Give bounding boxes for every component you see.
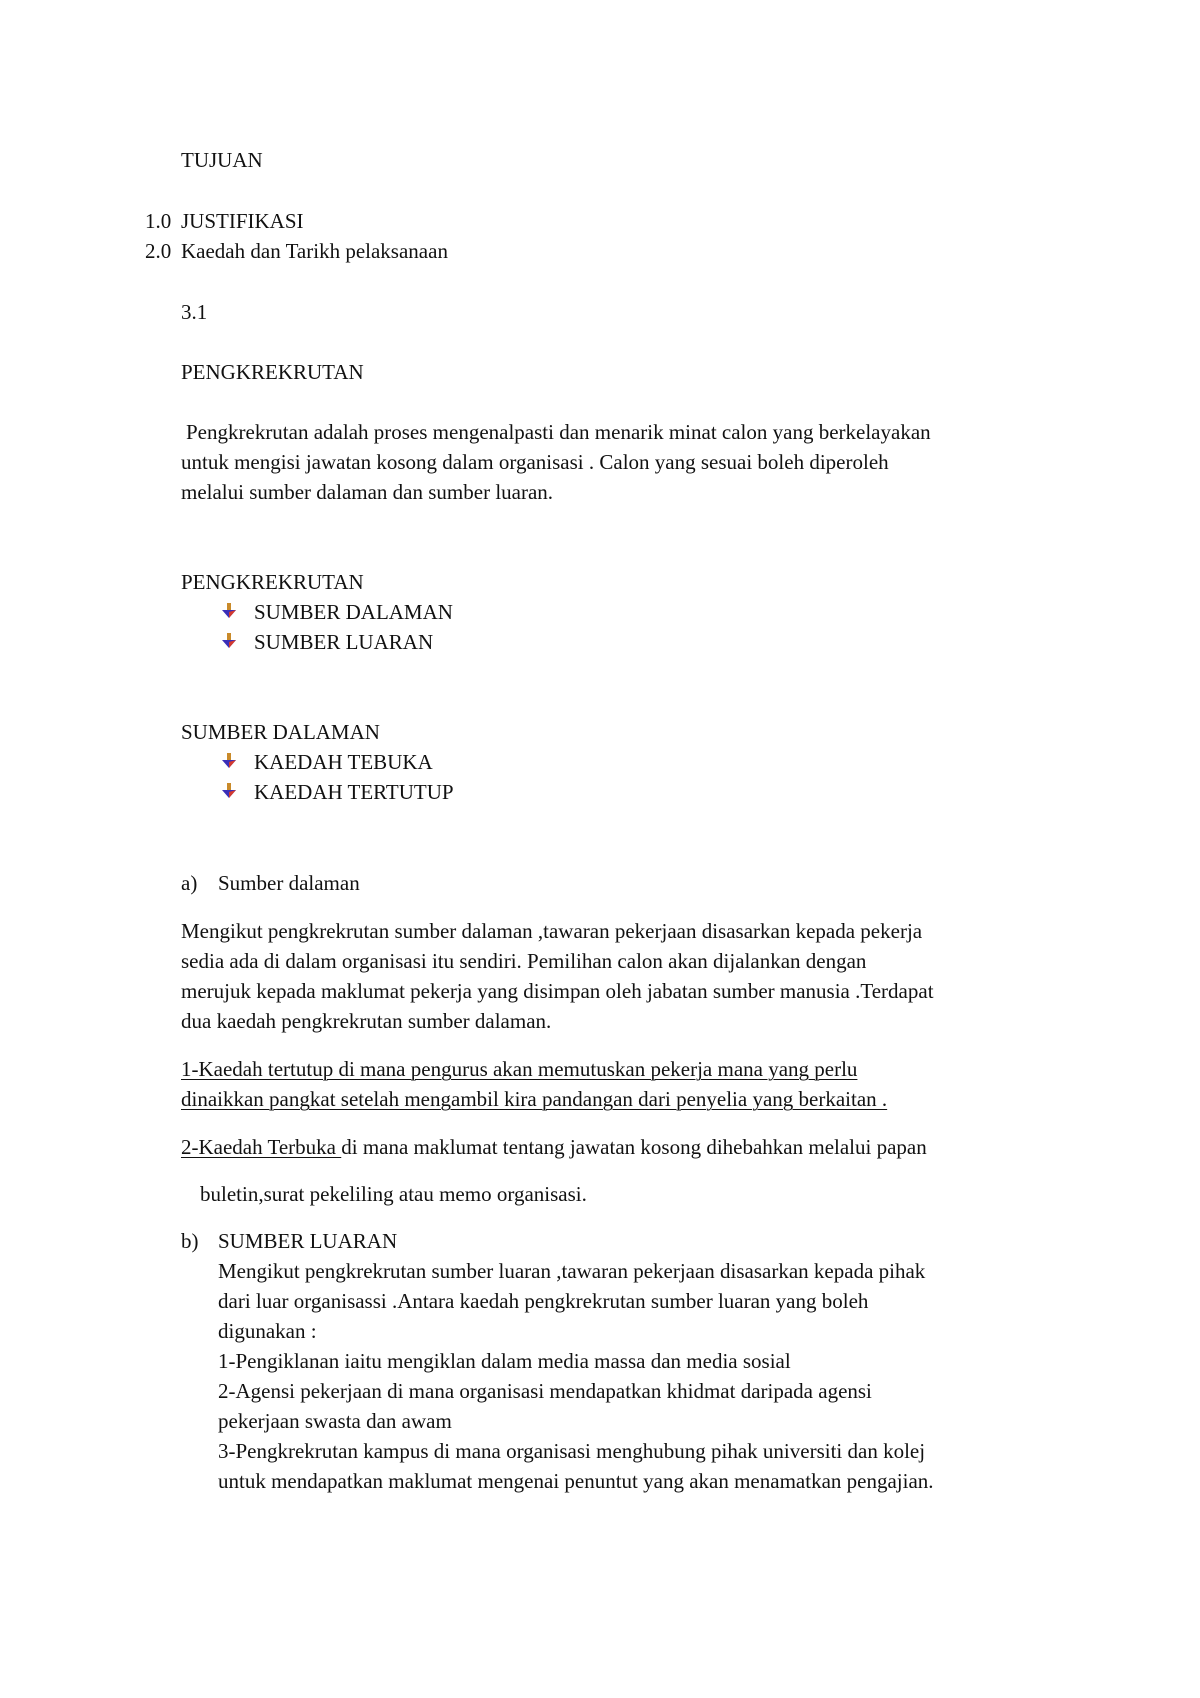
part-a-para-line: sedia ada di dalam organisasi itu sendiri. Pemilihan calon akan dijalankan dengan: [181, 949, 867, 973]
group2-title: SUMBER DALAMAN: [181, 720, 380, 744]
part-b-line: 1-Pengiklanan iaitu mengiklan dalam media massa dan media sosial: [218, 1349, 791, 1373]
method1-line: 1-Kaedah tertutup di mana pengurus akan memutuskan pekerja mana yang perlu: [181, 1057, 858, 1081]
method2-text: di mana maklumat tentang jawatan kosong dihebahkan melalui papan: [341, 1135, 927, 1159]
intro-line: melalui sumber dalaman dan sumber luaran.: [181, 480, 554, 504]
part-b-line: digunakan :: [218, 1319, 317, 1343]
arrow-bullet-icon: [220, 602, 238, 620]
part-a-title: Sumber dalaman: [218, 871, 360, 895]
bullet-item: SUMBER DALAMAN: [254, 600, 453, 624]
part-b-line: 2-Agensi pekerjaan di mana organisasi mendapatkan khidmat daripada agensi: [218, 1379, 872, 1403]
method2-continuation: buletin,surat pekeliling atau memo organisasi.: [200, 1182, 587, 1206]
method1-line: dinaikkan pangkat setelah mengambil kira pandangan dari penyelia yang berkaitan .: [181, 1087, 888, 1111]
bullet-item: KAEDAH TERTUTUP: [254, 780, 454, 804]
part-b-marker: b): [181, 1229, 199, 1253]
bullet-item: KAEDAH TEBUKA: [254, 750, 433, 774]
part-b-line: Mengikut pengkrekrutan sumber luaran ,tawaran pekerjaan disasarkan kepada pihak: [218, 1259, 926, 1283]
part-b-line: 3-Pengkrekrutan kampus di mana organisasi menghubung pihak universiti dan kolej: [218, 1439, 926, 1463]
method2-line: [181, 1132, 927, 1162]
intro-line: Pengkrekrutan adalah proses mengenalpasti dan menarik minat calon yang berkelayakan: [186, 420, 931, 444]
arrow-bullet-icon: [220, 782, 238, 800]
part-a-para-line: dua kaedah pengkrekrutan sumber dalaman.: [181, 1009, 552, 1033]
list-item-number: 1.0: [145, 209, 172, 233]
part-b-line: pekerjaan swasta dan awam: [218, 1409, 452, 1433]
part-b-line: untuk mendapatkan maklumat mengenai penuntut yang akan menamatkan pengajian.: [218, 1469, 934, 1493]
arrow-bullet-icon: [220, 632, 238, 650]
arrow-bullet-icon: [220, 752, 238, 770]
section-number: 3.1: [181, 300, 208, 324]
method2-label: 2-Kaedah Terbuka: [181, 1135, 342, 1159]
part-b-title: SUMBER LUARAN: [218, 1229, 398, 1253]
part-a-marker: a): [181, 871, 198, 895]
section-title: PENGKREKRUTAN: [181, 360, 364, 384]
list-item-label: JUSTIFIKASI: [181, 209, 304, 233]
intro-line: untuk mengisi jawatan kosong dalam organisasi . Calon yang sesuai boleh diperoleh: [181, 450, 889, 474]
heading-tujuan: TUJUAN: [181, 148, 263, 172]
group1-title: PENGKREKRUTAN: [181, 570, 364, 594]
bullet-item: SUMBER LUARAN: [254, 630, 434, 654]
list-item-number: 2.0: [145, 239, 172, 263]
list-item-label: Kaedah dan Tarikh pelaksanaan: [181, 239, 448, 263]
part-a-para-line: merujuk kepada maklumat pekerja yang disimpan oleh jabatan sumber manusia .Terdapat: [181, 979, 934, 1003]
part-a-para-line: Mengikut pengkrekrutan sumber dalaman ,tawaran pekerjaan disasarkan kepada pekerja: [181, 919, 923, 943]
part-b-line: dari luar organisassi .Antara kaedah pengkrekrutan sumber luaran yang boleh: [218, 1289, 869, 1313]
